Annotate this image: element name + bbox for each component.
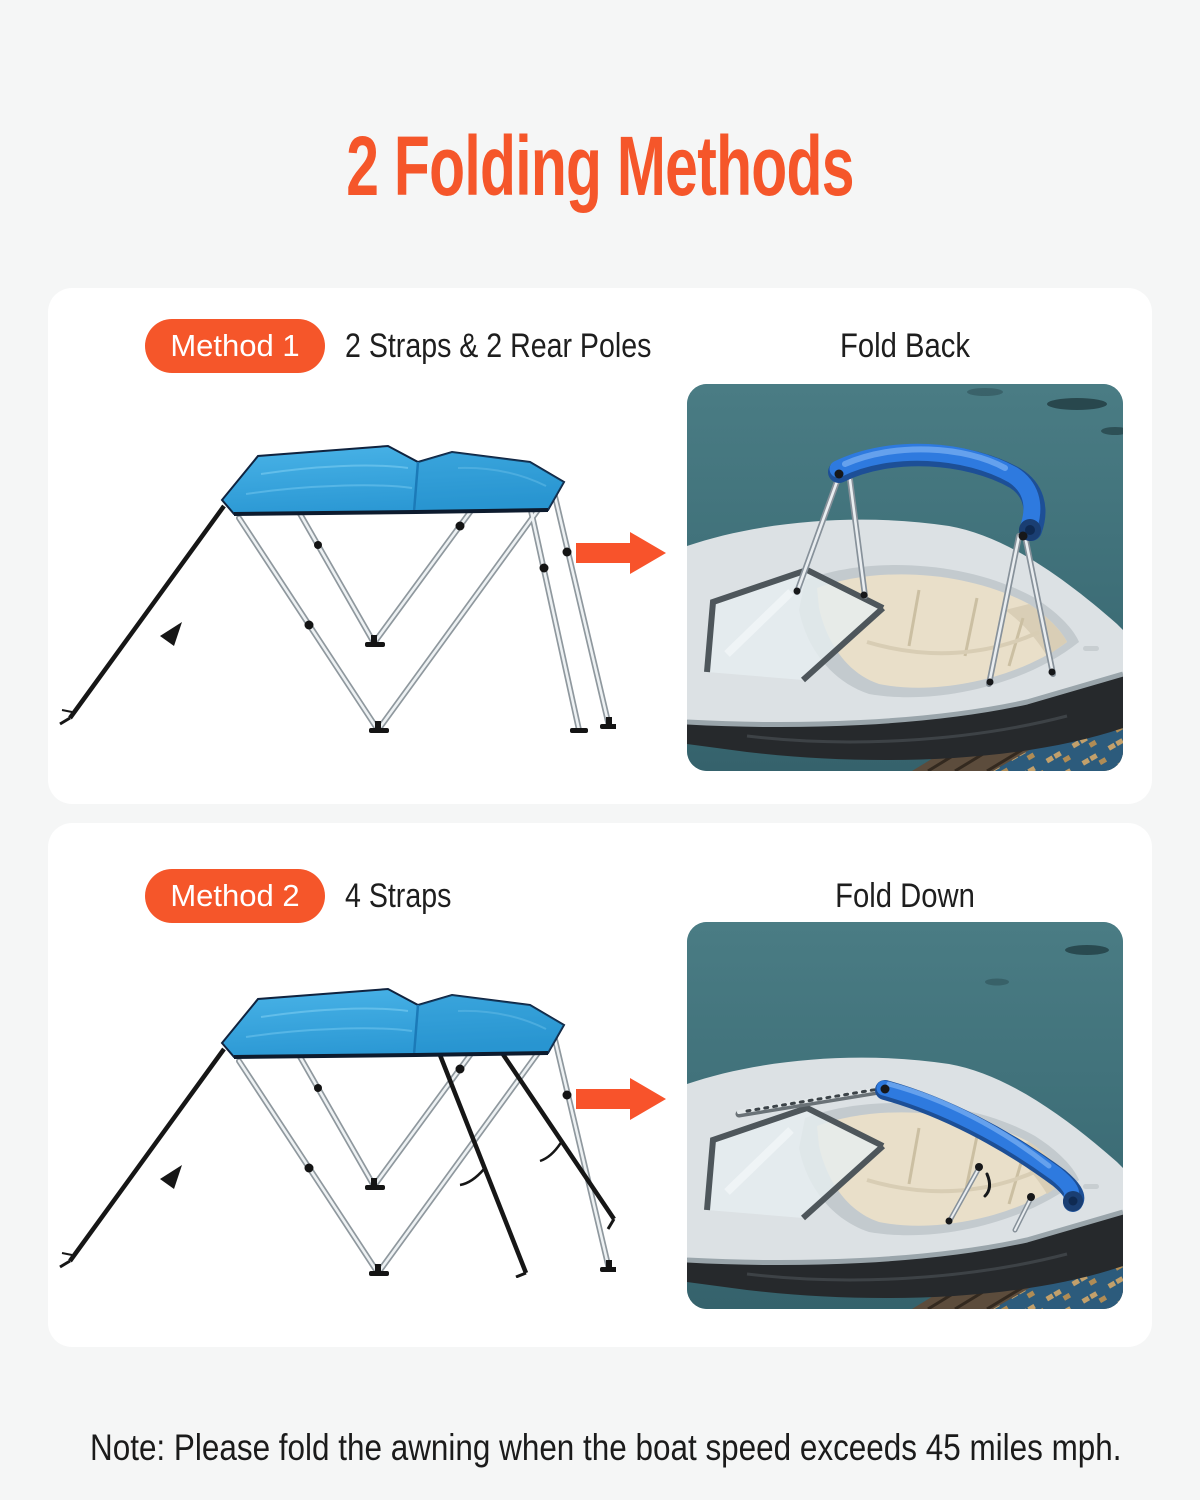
front-strap: [60, 506, 224, 724]
frame-poles: [239, 488, 609, 730]
method-1-fold-label: Fold Back: [839, 327, 971, 365]
method-1-card: [48, 288, 1152, 804]
deck-mounts: [365, 1178, 616, 1276]
arrow-right-icon: [576, 1078, 666, 1120]
bimini-frame-illustration-method-1: [56, 440, 616, 735]
method-2-card: [48, 823, 1152, 1347]
method-1-badge-label: Method 1: [170, 328, 300, 363]
method-2-badge-label: Method 2: [170, 878, 300, 913]
method-2-photo-fold-down: [687, 922, 1123, 1309]
method-2-subtitle: 4 Straps: [345, 877, 452, 915]
bimini-frame-illustration-method-2: [56, 983, 616, 1278]
front-strap: [60, 1049, 224, 1267]
method-1-subtitle: 2 Straps & 2 Rear Poles: [345, 327, 652, 365]
note-text: Note: Please fold the awning when the boat speed exceeds 45 miles mph.: [90, 1427, 1122, 1468]
arrow-right-icon: [576, 532, 666, 574]
page-title: 2 Folding Methods: [346, 119, 854, 214]
rear-straps: [440, 1041, 614, 1277]
method-1-badge: [145, 319, 325, 373]
blue-canopy: [222, 446, 564, 514]
method-1-photo-fold-back: [687, 384, 1123, 771]
blue-canopy: [222, 989, 564, 1057]
method-2-fold-label: Fold Down: [835, 877, 975, 915]
method-2-badge: [145, 869, 325, 923]
